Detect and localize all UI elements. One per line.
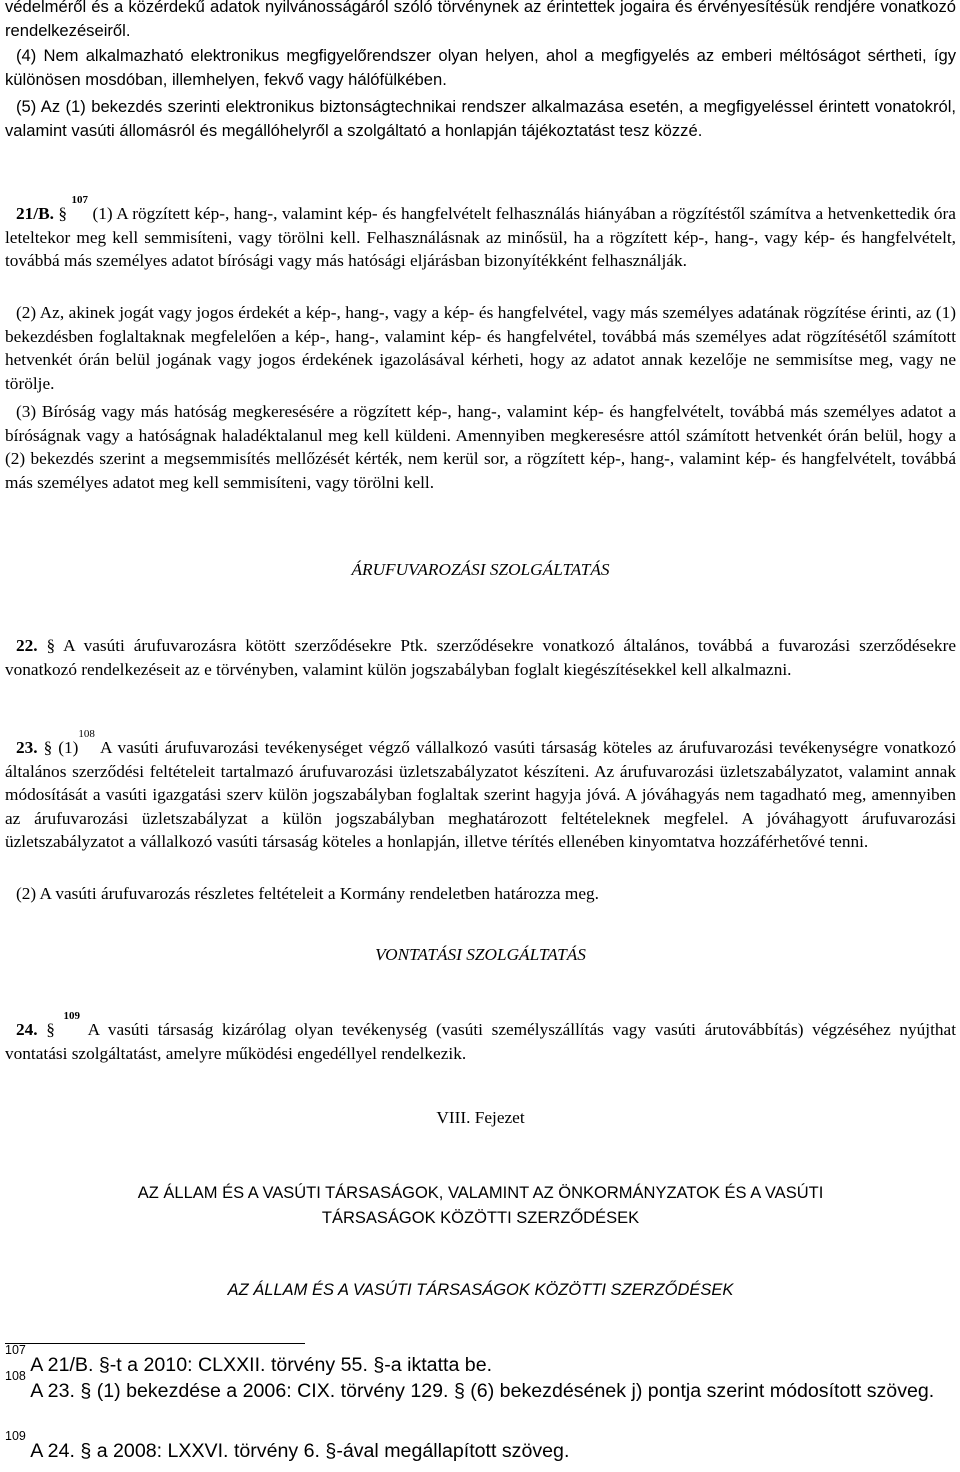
footnote-108 bbox=[5, 1369, 956, 1403]
footnote-ref-109[interactable]: 109 bbox=[63, 1010, 80, 1022]
footnote-text: A 24. § a 2008: LXXVI. törvény 6. §-ával megállapított szöveg. bbox=[30, 1440, 570, 1462]
section-sign: § bbox=[58, 204, 68, 223]
section-21b-para-3 bbox=[5, 400, 956, 494]
paragraph-text: (1) A rögzített kép-, hang-, valamint kép- és hangfelvételt felhasználás hiányában a rögzítéstől számítva a hetvenkettedik óra leteltekor meg kell semmisíteni, vagy törölni kell. Felhasználásnak az minősül, ha a rögzített kép-, hang-, vagy kép- és hangfelvételt, továbbá más személyes adatot bírósági vagy más hatósági eljárásban bizonyítékként felhasználják. bbox=[5, 204, 956, 270]
footnote-number: 108 bbox=[5, 1369, 26, 1383]
section-21b-para-1 bbox=[5, 194, 956, 273]
chapter-title-line-2: TÁRSASÁGOK KÖZÖTTI SZERZŐDÉSEK bbox=[321, 1209, 640, 1227]
footnote-number: 107 bbox=[5, 1343, 26, 1357]
paragraph-4 bbox=[5, 44, 956, 91]
heading-vontatasi: VONTATÁSI SZOLGÁLTATÁS bbox=[375, 945, 586, 964]
paragraph-5 bbox=[5, 95, 956, 142]
paragraph-text: A vasúti társaság kizárólag olyan tevékenység (vasúti személyszállítás vagy vasúti árutovábbítás) végzéséhez nyújthat vontatási szolgáltatást, amelyre működési engedéllyel rendelkezik. bbox=[5, 1020, 956, 1063]
paragraph-text: védelméről és a közérdekű adatok nyilvánosságáról szóló törvénynek az érintettek jogaira és érvényesítésük rendjére vonatkozó rendelkezéseiről. bbox=[5, 0, 956, 40]
chapter-number: VIII. Fejezet bbox=[436, 1108, 525, 1127]
section-number: 22. bbox=[16, 636, 38, 655]
section-sign: § bbox=[46, 1020, 55, 1039]
footnote-109 bbox=[5, 1429, 956, 1463]
footnote-text: A 21/B. §-t a 2010: CLXXII. törvény 55. §-a iktatta be. bbox=[30, 1354, 493, 1376]
paragraph-text: (5) Az (1) bekezdés szerinti elektronikus biztonságtechnikai rendszer alkalmazása esetén, a megfigyeléssel érintett vonatokról, valamint vasúti állomásról és megállóhelyről a szolgáltató a honlapján tájékoztatást tesz közzé. bbox=[5, 97, 956, 140]
footnote-separator bbox=[5, 1343, 305, 1344]
section-number: 21/B. bbox=[16, 204, 54, 223]
paragraph-text: (2) A vasúti árufuvarozás részletes feltételeit a Kormány rendeletben határozza meg. bbox=[16, 884, 599, 903]
section-number: 24. bbox=[16, 1020, 38, 1039]
footnote-107 bbox=[5, 1343, 956, 1377]
section-23-para-1 bbox=[5, 728, 956, 854]
paragraph-text: (3) Bíróság vagy más hatóság megkeresésére a rögzített kép-, hang-, valamint kép- és hangfelvételt, továbbá más személyes adatot a bíróságnak vagy a hatóságnak haladéktalanul meg kell küldeni. Amennyiben megkeresésre attól számított hetvenkét órán belül, hogy a (2) bekezdés szerint a megsemmisítés mellőzését kérték, nem kerül sor, a rögzített kép-, hang-, valamint kép- és hangfelvételt, továbbá más személyes adatot meg kell semmisíteni, vagy törölni kell. bbox=[5, 402, 956, 492]
section-24 bbox=[5, 1010, 956, 1065]
subheading-allam-vasuti: AZ ÁLLAM ÉS A VASÚTI TÁRSASÁGOK KÖZÖTTI SZERZŐDÉSEK bbox=[227, 1281, 734, 1299]
section-number: 23. bbox=[16, 738, 38, 757]
paragraph-text: A vasúti árufuvarozási tevékenységet végző vállalkozó vasúti társaság köteles az árufuvarozási tevékenységre vonatkozó általános szerződési feltételeit tartalmazó árufuvarozási üzletszabályzatot készíteni. Az árufuvarozási üzletszabályzatot, valamint annak módosítását a vasúti igazgatási szerv külön jogszabályban foglaltak szerint hagyja jóvá. A jóváhagyás nem tagadható meg, amennyiben az árufuvarozási üzletszabályzat a külön jogszabályban meghatározott feltételeknek megfelel. A jóváhagyott árufuvarozási üzletszabályzatot a vállalkozó vasúti társaság köteles a honlapján, illetve térítés ellenében kinyomtatva hozzáférhetővé tenni. bbox=[5, 738, 956, 851]
section-21b-para-2 bbox=[5, 301, 956, 395]
paragraph-text: (2) Az, akinek jogát vagy jogos érdekét a kép-, hang-, vagy a kép- és hangfelvétel, vagy más személyes adatának rögzítése érinti, az (1) bekezdésben foglaltaknak megfelelően a kép-, hang-, valamint kép- és hangfelvétel, továbbá más személyes adat rögzítésétől számított hetvenkét órán belül jogának vagy jogos érdekének igazolásával kérheti, hogy az adatot annak kezelője ne semmisítse meg, vagy ne törölje. bbox=[5, 303, 956, 393]
section-22 bbox=[5, 634, 956, 681]
footnote-ref-107[interactable]: 107 bbox=[71, 194, 89, 206]
section-23-para-2 bbox=[5, 882, 956, 906]
section-sign-para: § (1) bbox=[43, 738, 79, 757]
heading-arufuvarozasi: ÁRUFUVAROZÁSI SZOLGÁLTATÁS bbox=[351, 560, 610, 579]
paragraph-text: § A vasúti árufuvarozásra kötött szerződésekre Ptk. szerződésekre vonatkozó általános, továbbá a fuvarozási szerződésekre vonatkozó rendelkezéseit az e törvényben, valamint külön jogszabályban foglalt kiegészítésekkel kell alkalmazni. bbox=[5, 636, 956, 679]
footnote-text: A 23. § (1) bekezdése a 2006: CIX. törvény 129. § (6) bekezdésének j) pontja szerint módosított szöveg. bbox=[30, 1380, 935, 1402]
footnote-ref-108[interactable]: 108 bbox=[78, 728, 95, 740]
paragraph-continuation bbox=[5, 0, 956, 42]
footnote-number: 109 bbox=[5, 1429, 26, 1443]
paragraph-text: (4) Nem alkalmazható elektronikus megfigyelőrendszer olyan helyen, ahol a megfigyelés az emberi méltóságot sértheti, így különösen mosdóban, illemhelyen, fekvő vagy hálófülkében. bbox=[5, 46, 956, 89]
chapter-title-line-1: AZ ÁLLAM ÉS A VASÚTI TÁRSASÁGOK, VALAMINT AZ ÖNKORMÁNYZATOK ÉS A VASÚTI bbox=[137, 1184, 824, 1202]
